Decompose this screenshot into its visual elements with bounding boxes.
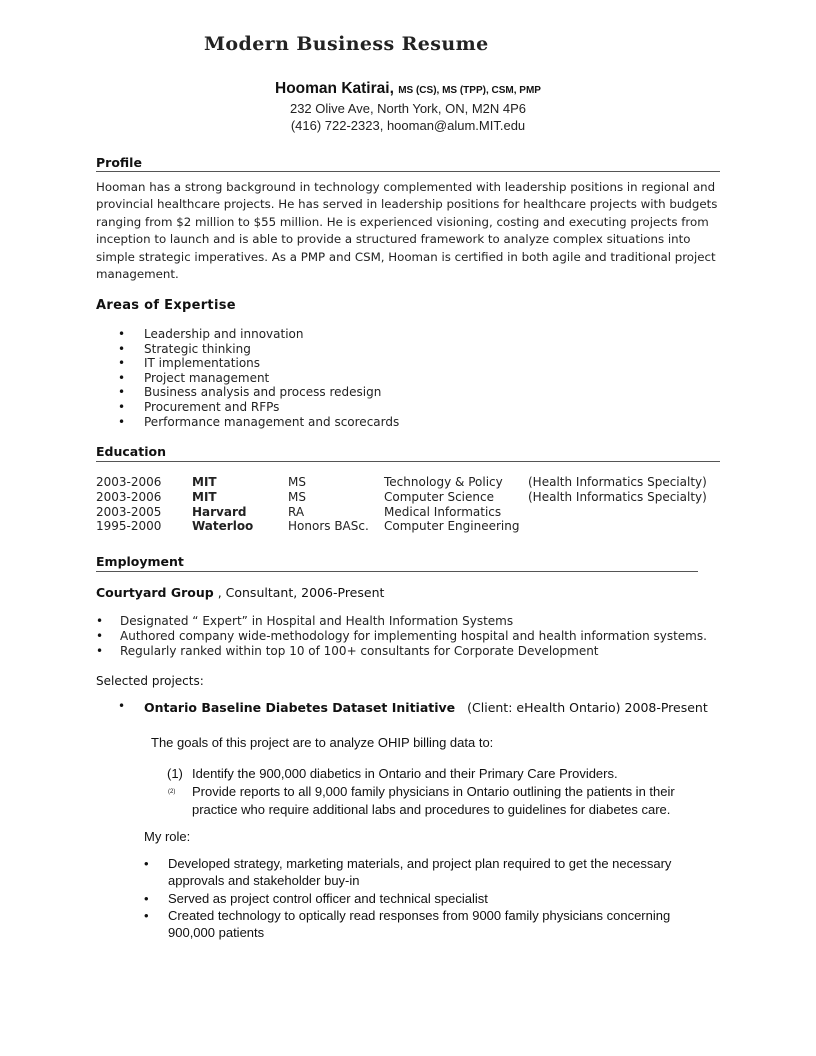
employment-bullet-text: Authored company wide-methodology for implementing hospital and health information systems. [120, 628, 707, 643]
goal-number: (1) [167, 766, 183, 781]
education-field: Medical Informatics [384, 504, 502, 519]
employment-divider [96, 571, 698, 572]
project-client: (Client: eHealth Ontario) 2008-Present [467, 700, 708, 715]
resume-header-name [0, 80, 816, 98]
employment-bullet: • [96, 614, 104, 628]
candidate-address: 232 Olive Ave, North York, ON, M2N 4P6 [289, 101, 527, 116]
education-years: 1995-2000 [96, 519, 162, 534]
expertise-item: Performance management and scorecards [144, 414, 400, 429]
project-name: Ontario Baseline Diabetes Dataset Initiative [144, 700, 456, 715]
education-school: Harvard [192, 504, 247, 519]
employment-bullet-text: Regularly ranked within top 10 of 100+ consultants for Corporate Development [120, 643, 599, 658]
education-school: MIT [192, 475, 217, 489]
goal-text: Identify the 900,000 diabetics in Ontario and their Primary Care Providers. [192, 766, 618, 781]
role-item: Served as project control officer and technical specialist [168, 891, 488, 906]
education-heading: Education [96, 444, 166, 459]
candidate-credentials: MS (CS), MS (TPP), CSM, PMP [398, 85, 541, 96]
employment-bullet: • [96, 643, 104, 658]
project-line [144, 700, 708, 715]
employer-role: , Consultant, 2006-Present [213, 585, 385, 600]
employment-bullet-text: Designated “ Expert” in Hospital and Health Information Systems [120, 614, 514, 628]
my-role-label: My role: [144, 829, 191, 844]
expertise-item: Procurement and RFPs [144, 400, 280, 414]
education-field: Computer Engineering [384, 519, 520, 534]
expertise-bullet: • [118, 370, 126, 385]
expertise-item: Strategic thinking [144, 341, 251, 356]
expertise-bullet: • [118, 400, 126, 414]
employment-heading: Employment [96, 554, 184, 569]
expertise-bullet: • [118, 327, 126, 341]
role-bullet: • [144, 908, 149, 923]
education-school: MIT [192, 489, 217, 504]
education-field: Computer Science [384, 489, 494, 504]
role-item: Created technology to optically read responses from 9000 family physicians concerning [168, 908, 671, 923]
expertise-item: Project management [144, 370, 270, 385]
expertise-bullet: • [118, 341, 126, 356]
role-bullet: • [144, 856, 149, 871]
employer-line [96, 585, 384, 600]
candidate-contact: (416) 722-2323, hooman@alum.MIT.edu [290, 118, 526, 133]
education-divider [96, 461, 720, 462]
role-item: Developed strategy, marketing materials, and project plan required to get the necessary [168, 856, 672, 871]
role-bullet: • [144, 891, 149, 906]
education-note: (Health Informatics Specialty) [528, 475, 707, 489]
profile-divider [96, 171, 720, 172]
education-school: Waterloo [192, 519, 254, 534]
project-bullet: • [118, 699, 126, 713]
goal-text: Provide reports to all 9,000 family physicians in Ontario outlining the patients in their [192, 784, 675, 799]
selected-projects-label: Selected projects: [96, 674, 204, 688]
education-years: 2003-2006 [96, 475, 162, 489]
expertise-heading: Areas of Expertise [96, 298, 236, 313]
document-title: Modern Business Resume [204, 33, 489, 55]
project-goals-intro: The goals of this project are to analyze OHIP billing data to: [151, 735, 494, 750]
employment-bullet: • [96, 628, 104, 643]
education-years: 2003-2006 [96, 489, 162, 504]
goal-text-continued: practice who require additional labs and procedures to guidelines for diabetes care. [192, 802, 671, 817]
education-degree: Honors BASc. [288, 519, 369, 534]
profile-heading: Profile [96, 155, 142, 170]
expertise-item: IT implementations [144, 356, 261, 371]
expertise-bullet: • [118, 414, 126, 429]
education-years: 2003-2005 [96, 504, 162, 519]
education-degree: MS [288, 489, 306, 504]
goal-number: (2) [168, 789, 176, 795]
education-degree: RA [288, 504, 305, 519]
expertise-item: Leadership and innovation [144, 327, 304, 341]
education-note: (Health Informatics Specialty) [528, 489, 707, 504]
role-item-continued: 900,000 patients [168, 925, 265, 940]
profile-text: Hooman has a strong background in technology complemented with leadership positions in regional and provincial healthcare projects. He has served in leadership positions for healthcare projects with budgets ranging from $2 million to $55 million. He is experienced visioning, costing and executing projects from inception to launch and is able to provide a structured framework to analyze complex situations into simple strategic imperatives. As a PMP and CSM, Hooman is certified in both agile and traditional project management. [96, 180, 718, 282]
role-item-continued: approvals and stakeholder buy-in [168, 873, 360, 888]
education-degree: MS [288, 475, 306, 489]
expertise-bullet: • [118, 385, 126, 400]
candidate-name: Hooman Katirai, [275, 80, 394, 97]
education-field: Technology & Policy [384, 475, 503, 489]
expertise-bullet: • [118, 356, 126, 371]
expertise-item: Business analysis and process redesign [144, 385, 382, 400]
employer-name: Courtyard Group [96, 585, 214, 600]
